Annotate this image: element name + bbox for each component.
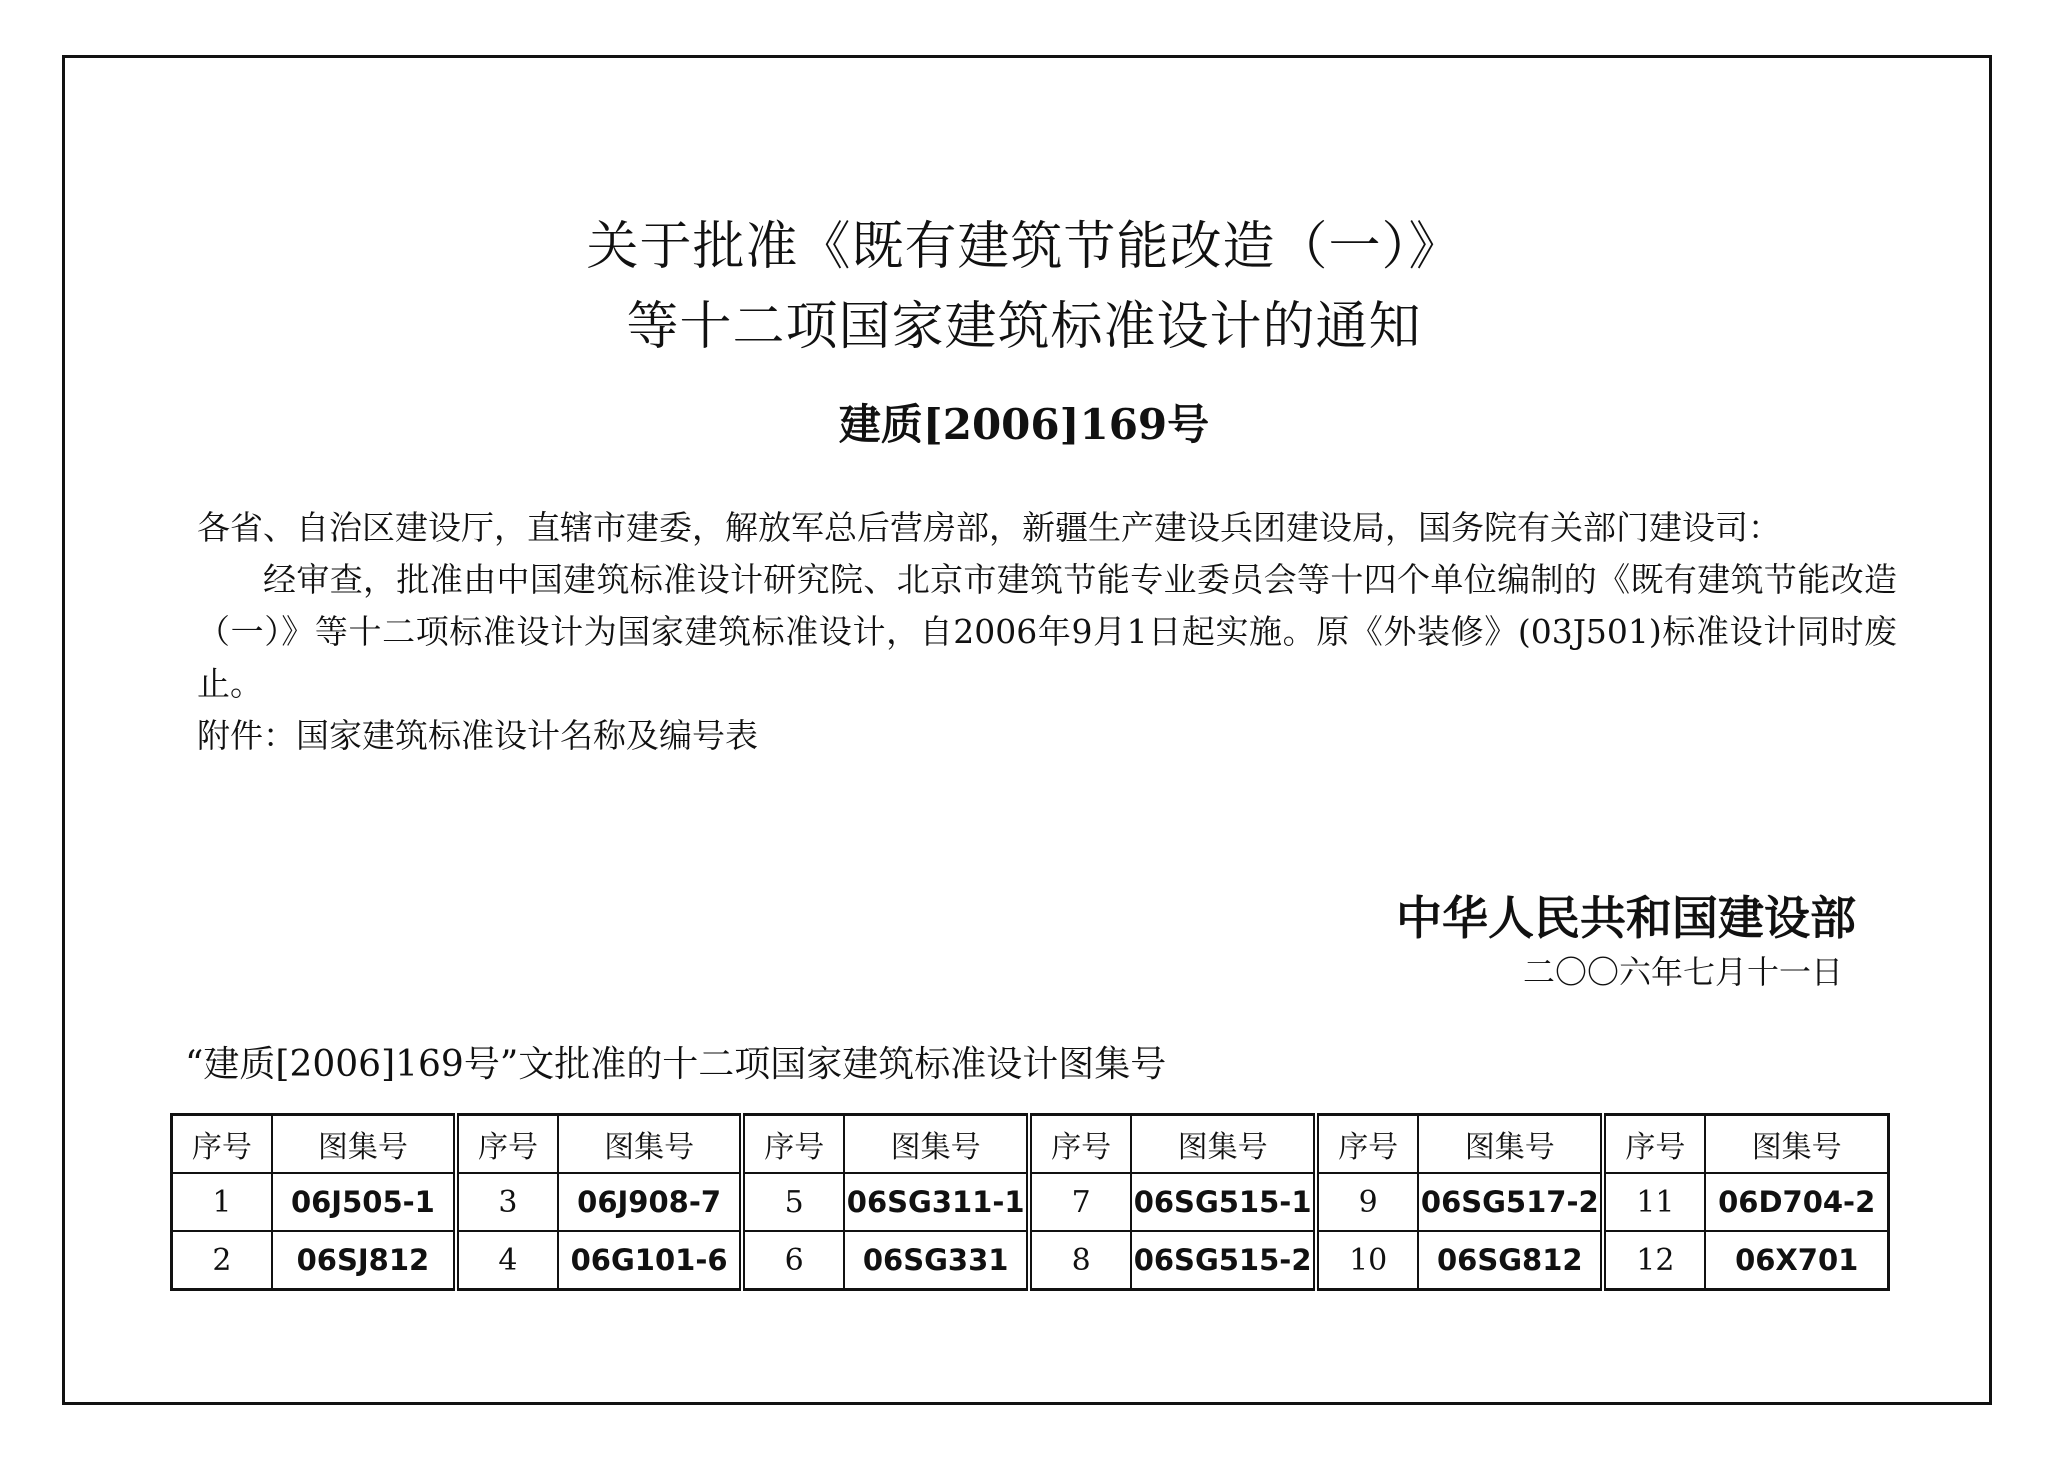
atlas-code-cell: 06G101-6	[558, 1231, 743, 1290]
header-code: 图集号	[558, 1115, 743, 1174]
notice-title-line1: 关于批准《既有建筑节能改造（一）》	[586, 217, 1462, 277]
serial-cell: 4	[456, 1231, 558, 1290]
issuing-authority: 中华人民共和国建设部	[1396, 891, 1856, 945]
atlas-code-cell: 06J505-1	[272, 1173, 456, 1231]
header-code: 图集号	[272, 1115, 456, 1174]
header-no: 序号	[172, 1115, 272, 1174]
serial-cell: 5	[742, 1173, 844, 1231]
serial-cell: 12	[1603, 1231, 1705, 1290]
notice-title-line2: 等十二项国家建筑标准设计的通知	[626, 297, 1422, 357]
issue-date: 二〇〇六年七月十一日	[1522, 953, 1843, 991]
atlas-code-cell: 06SG515-1	[1131, 1173, 1316, 1231]
serial-cell: 8	[1029, 1231, 1131, 1290]
document-number: 建质[2006]169号	[838, 400, 1210, 449]
atlas-code-cell: 06SG515-2	[1131, 1231, 1316, 1290]
attachment-note: 附件：国家建筑标准设计名称及编号表	[197, 716, 758, 755]
header-code: 图集号	[844, 1115, 1029, 1174]
header-code: 图集号	[1131, 1115, 1316, 1174]
table-caption: “建质[2006]169号”文批准的十二项国家建筑标准设计图集号	[185, 1044, 1167, 1085]
header-code: 图集号	[1705, 1115, 1888, 1174]
serial-cell: 10	[1316, 1231, 1418, 1290]
header-no: 序号	[742, 1115, 844, 1174]
table-header-row	[172, 1115, 1889, 1174]
recipients: 各省、自治区建设厅，直辖市建委，解放军总后营房部，新疆生产建设兵团建设局，国务院有关部门建设司：	[197, 508, 1781, 547]
atlas-number-table	[170, 1113, 1890, 1291]
serial-cell: 11	[1603, 1173, 1705, 1231]
atlas-code-cell: 06D704-2	[1705, 1173, 1888, 1231]
header-no: 序号	[456, 1115, 558, 1174]
serial-cell: 9	[1316, 1173, 1418, 1231]
table-row	[172, 1173, 1889, 1231]
notice-body	[197, 502, 1897, 762]
header-code: 图集号	[1418, 1115, 1603, 1174]
header-no: 序号	[1603, 1115, 1705, 1174]
table-row	[172, 1231, 1889, 1290]
atlas-code-cell: 06X701	[1705, 1231, 1888, 1290]
serial-cell: 2	[172, 1231, 272, 1290]
atlas-code-cell: 06J908-7	[558, 1173, 743, 1231]
serial-cell: 6	[742, 1231, 844, 1290]
atlas-code-cell: 06SG812	[1418, 1231, 1603, 1290]
atlas-code-cell: 06SG311-1	[844, 1173, 1029, 1231]
atlas-code-cell: 06SG331	[844, 1231, 1029, 1290]
serial-cell: 1	[172, 1173, 272, 1231]
atlas-code-cell: 06SG517-2	[1418, 1173, 1603, 1231]
serial-cell: 7	[1029, 1173, 1131, 1231]
header-no: 序号	[1029, 1115, 1131, 1174]
approval-paragraph: 经审查，批准由中国建筑标准设计研究院、北京市建筑节能专业委员会等十四个单位编制的《既有建筑节能改造（一）》等十二项标准设计为国家建筑标准设计，自2006年9月1日起实施。原《外装修》(03J501)标准设计同时废止。	[197, 560, 1897, 703]
header-no: 序号	[1316, 1115, 1418, 1174]
atlas-code-cell: 06SJ812	[272, 1231, 456, 1290]
serial-cell: 3	[456, 1173, 558, 1231]
